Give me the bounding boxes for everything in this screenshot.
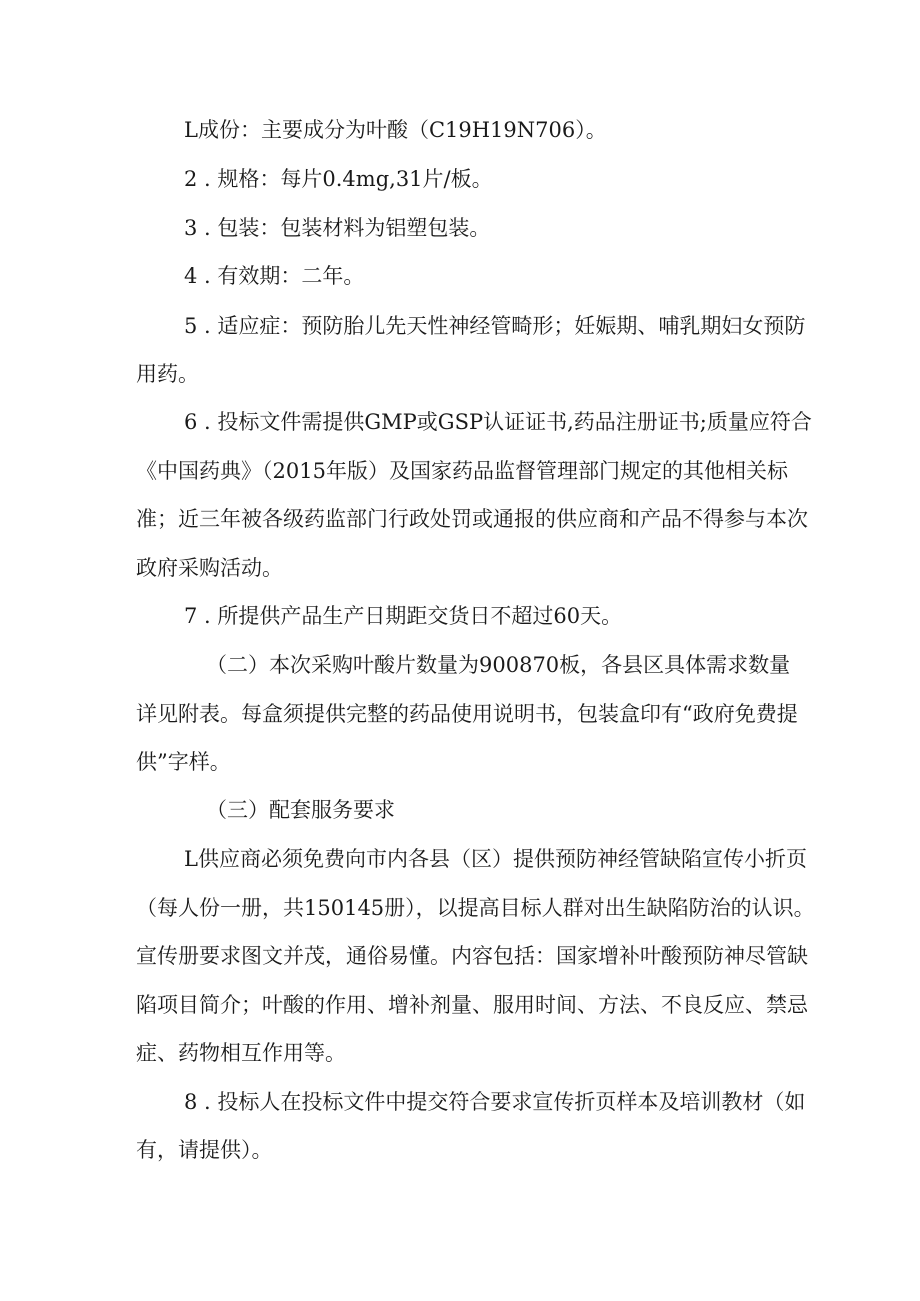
service-item-1-cont-2: 宣传册要求图文并茂，通俗易懂。内容包括：国家增补叶酸预防神尽管缺 bbox=[136, 944, 808, 968]
item-8-samples: 8 . 投标人在投标文件中提交符合要求宣传折页样本及培训教材（如 bbox=[184, 1090, 806, 1114]
service-item-1-cont-4: 症、药物相互作用等。 bbox=[136, 1041, 346, 1065]
item-3-packaging: 3 . 包装：包装材料为铝塑包装。 bbox=[184, 216, 491, 240]
item-8-samples-cont: 有，请提供）。 bbox=[136, 1138, 273, 1162]
section-2-quantity-cont-1: 详见附表。每盒须提供完整的药品使用说明书，包装盒印有“政府免费提 bbox=[136, 702, 798, 726]
item-6-requirements-cont-3: 政府采购活动。 bbox=[136, 556, 283, 580]
section-2-quantity-cont-2: 供”字样。 bbox=[136, 750, 231, 774]
service-item-1-cont-1: （每人份一册，共150145册），以提高目标人群对出生缺陷防治的认识。 bbox=[136, 896, 815, 920]
item-7-production-date: 7 . 所提供产品生产日期距交货日不超过60天。 bbox=[184, 604, 623, 628]
service-item-1-cont-3: 陷项目简介；叶酸的作用、增补剂量、服用时间、方法、不良反应、禁忌 bbox=[136, 993, 808, 1017]
item-1-ingredients: L成份：主要成分为叶酸（C19H19N706）。 bbox=[184, 118, 607, 142]
service-item-1: L供应商必须免费向市内各县（区）提供预防神经管缺陷宣传小折页 bbox=[184, 847, 807, 871]
item-6-requirements-cont-2: 准；近三年被各级药监部门行政处罚或通报的供应商和产品不得参与本次 bbox=[136, 507, 808, 531]
item-2-specification: 2 . 规格：每片0.4mg,31片/板。 bbox=[184, 167, 493, 191]
item-5-indication-cont: 用药。 bbox=[136, 362, 199, 386]
item-6-requirements-cont-1: 《中国药典》（2015年版）及国家药品监督管理部门规定的其他相关标 bbox=[136, 459, 788, 483]
section-2-quantity: （二）本次采购叶酸片数量为900870板，各县区具体需求数量 bbox=[206, 653, 791, 677]
section-3-heading: （三）配套服务要求 bbox=[206, 798, 395, 822]
item-5-indication: 5 . 适应症：预防胎儿先天性神经管畸形；妊娠期、哺乳期妇女预防 bbox=[184, 314, 806, 338]
item-4-validity: 4 . 有效期：二年。 bbox=[184, 264, 365, 288]
item-6-requirements: 6 . 投标文件需提供GMP或GSP认证证书,药品注册证书;质量应符合 bbox=[184, 410, 812, 434]
